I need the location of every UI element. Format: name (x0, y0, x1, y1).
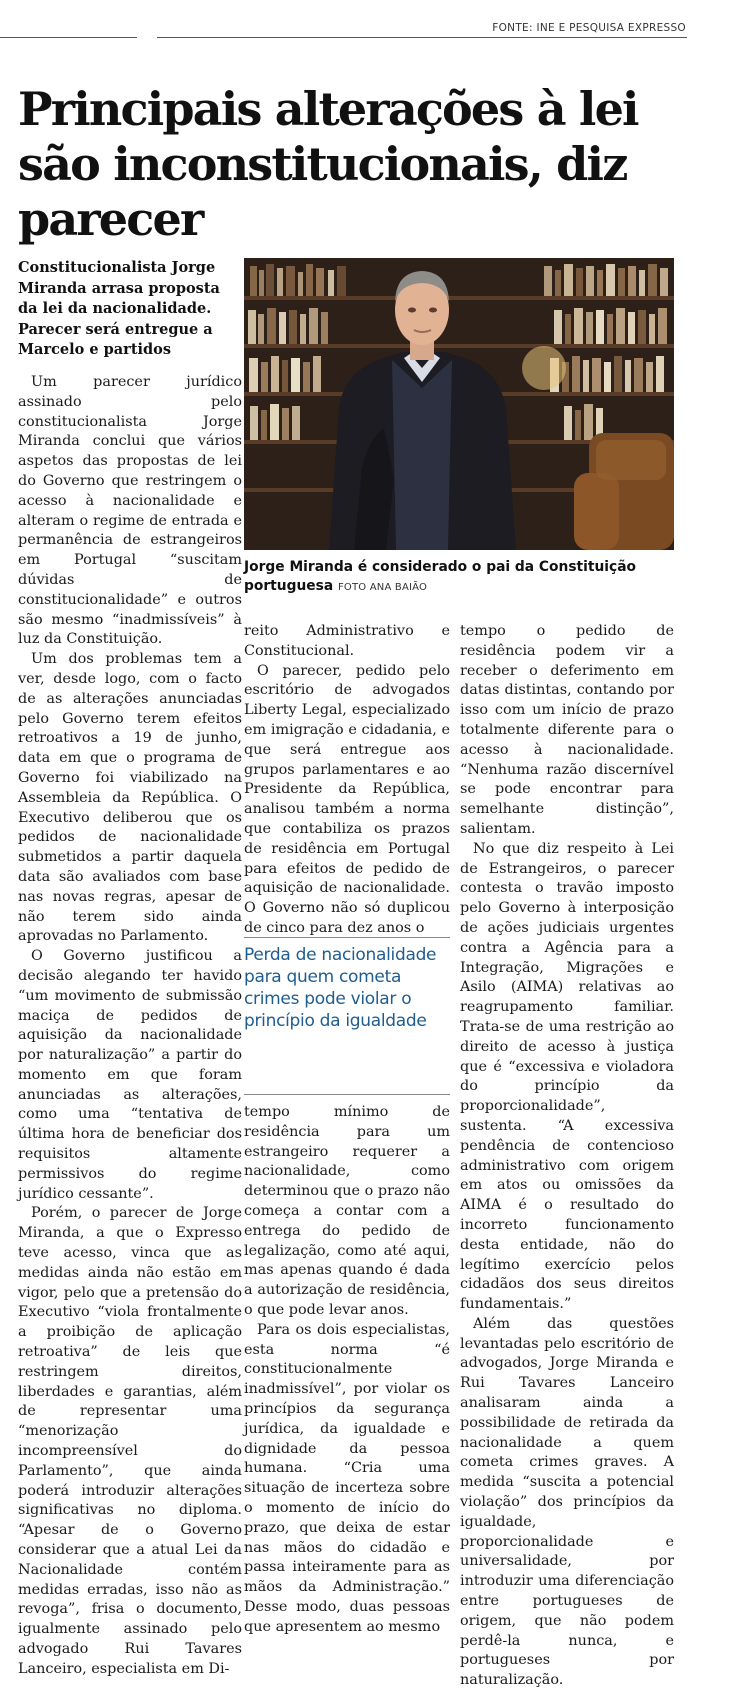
top-rule-left (0, 37, 137, 38)
headline: Principais alterações à lei são inconstitucionais, diz parecer (18, 82, 638, 246)
body-paragraph: reito Administrativo e Constitucional. (244, 623, 450, 659)
top-rule-right (157, 37, 687, 38)
column-2-top (244, 622, 450, 936)
body-paragraph: tempo mínimo de residência para um estrangeiro requerer a nacionalidade, como determinou que o prazo não começa a contar com a entrega do pedido de legalização, como até aqui, mas apenas quando é dada a autorização de residência, o que pode levar anos. (244, 1104, 450, 1318)
body-paragraph: No que diz respeito à Lei de Estrangeiros, o parecer contesta o travão imposto pelo Governo à interposição de ações judiciais urgentes contra a Agência para a Integração, Migrações e Asilo (AIMA) relativas ao reagrupamento familiar. Trata-se de uma restrição ao direito de acesso à justiça que é “excessiva e violadora do princípio da proporcionalidade”, sustenta. “A excessiva pendência de contencioso administrativo com origem em atos ou omissões da AIMA é o resultado do incorreto funcionamento desta entidade, não do legítimo exercício pelos cidadãos dos seus direitos fundamentais.” (460, 840, 674, 1313)
body-paragraph: Além das questões levantadas pelo escritório de advogados, Jorge Miranda e Rui Tavares Lanceiro analisaram ainda a possibilidade de retirada da nacionalidade a quem cometa crimes graves. A medida “suscita a potencial violação” dos princípios da igualdade, proporcionalidade e universalidade, por introduzir uma diferenciação entre portugueses de origem, que não podem perdê-la nunca, e portugueses por naturalização. (460, 1315, 674, 1689)
body-paragraph: Para os dois especialistas, esta norma “é constitucionalmente inadmissível”, por violar os princípios da segurança jurídica, da igualdade e dignidade da pessoa humana. “Cria uma situação de incerteza sobre o momento de início do prazo, que deixa de estar nas mãos do cidadão e passa inteiramente para as mãos da Administração.” Desse modo, duas pessoas que apresentem ao mesmo (244, 1321, 450, 1635)
column-1 (18, 373, 242, 1677)
caption-text: Jorge Miranda é considerado o pai da Constituição portuguesa (244, 559, 636, 594)
lead-paragraph: Constitucionalista Jorge Miranda arrasa proposta da lei da nacionalidade. Parecer será entregue a Marcelo e partidos (18, 259, 220, 358)
column-2-bottom (244, 1103, 450, 1635)
pullquote-rule-bottom (244, 1094, 450, 1095)
lamp-glow (522, 346, 566, 390)
pullquote: Perda de nacionalidade para quem cometa crimes pode violar o princípio da igualdade (244, 945, 437, 1031)
body-paragraph: tempo o pedido de residência podem vir a receber o deferimento em datas distintas, contando por isso com um início de prazo totalmente diferente para o acesso à nacionalidade. “Nenhuma razão discernível se pode encontrar para semelhante distinção”, salientam. (460, 623, 674, 837)
armchair (574, 433, 674, 550)
body-paragraph: Um dos problemas tem a ver, desde logo, com o facto de as alterações anunciadas pelo Governo terem efeitos retroativos a 19 de junho, data em que o programa de Governo foi viabilizado na Assembleia da República. O Executivo deliberou que os pedidos de nacionalidade submetidos a partir daquela data são avaliados com base nas novas regras, apesar de não terem sido ainda aprovadas no Parlamento. (18, 651, 242, 945)
photo-illustration (244, 258, 674, 550)
body-paragraph: Um parecer jurídico assinado pelo constitucionalista Jorge Miranda conclui que vários aspetos das propostas de lei do Governo que restringem o acesso à nacionalidade e alteram o regime de entrada e permanência de estrangeiros em Portugal “suscitam dúvidas de constitucionalidade” e outros são mesmo “inadmissíveis” à luz da Constituição. (18, 374, 242, 648)
column-3 (460, 622, 674, 1689)
portrait-photo (244, 258, 674, 550)
body-paragraph: O Governo justificou a decisão alegando ter havido “um movimento de submissão maciça de pedidos de aquisição da nacionalidade por naturalização” a partir do momento em que foram anunciadas as alterações, como uma “tentativa de última hora de beneficiar dos requisitos altamente permissivos do regime jurídico cessante”. (18, 948, 242, 1202)
body-paragraph: Porém, o parecer de Jorge Miranda, a que o Expresso teve acesso, vinca que as medidas ainda não estão em vigor, pelo que a pretensão do Executivo “viola frontalmente a proibição de aplicação retroativa” de leis que restringem direitos, liberdades e garantias, além de representar uma “menorização incompreensível do Parlamento”, que ainda poderá introduzir alterações significativas no diploma. “Apesar de o Governo considerar que a atual Lei da Nacionalidade contém medidas erradas, isso não as revoga”, frisa o documento, igualmente assinado pelo advogado Rui Tavares Lanceiro, especialista em Di- (18, 1205, 242, 1677)
photo-credit: FOTO ANA BAIÃO (337, 582, 428, 593)
source-credit: FONTE: INE E PESQUISA EXPRESSO (492, 22, 686, 34)
body-paragraph: O parecer, pedido pelo escritório de advogados Liberty Legal, especializado em imigração e cidadania, e que será entregue aos grupos parlamentares e ao Presidente da República, analisou também a norma que contabiliza os prazos de residência em Portugal para efeitos de pedido de aquisição de nacionalidade. O Governo não só duplicou de cinco para dez anos o (244, 662, 450, 936)
photo-caption (244, 558, 674, 597)
pullquote-rule-top (244, 937, 450, 938)
